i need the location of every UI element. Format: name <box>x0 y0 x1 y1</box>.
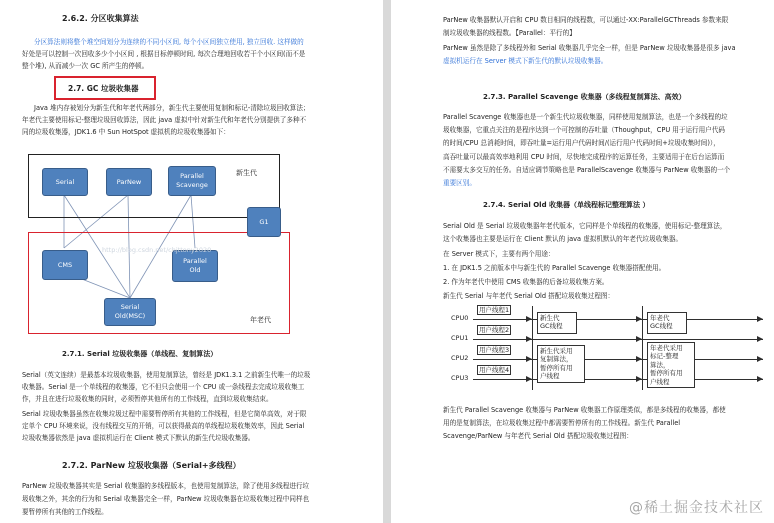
serial-old-node <box>104 298 156 326</box>
s4-line3: 在 Server 模式下，主要有两个用途： <box>443 250 555 258</box>
sec262-line2-text: 好处是可以控制一次回收多少个小区间 , 根据目标停顿时间, 每次合理地回收若干个小区间(而不是 <box>22 50 306 58</box>
s4-line2: 这个收集器也主要是运行在 Client 默认的 java 虚拟机默认的年老代垃圾收集器。 <box>443 235 683 243</box>
young-desc-4: 户线程 <box>540 372 560 381</box>
diagram-watermark: http://blog.csdn.net/chjttony2020 <box>102 246 212 254</box>
parallel-scavenge-label-1: Parallel <box>180 172 204 180</box>
end-line2: 用的是复制算法，在垃圾收集过程中都需要暂停所有的工作线程。新生代 Parallel <box>443 419 681 427</box>
g1-node <box>247 207 281 237</box>
sec27-line3: 同的垃圾收集器，JDK1.6 中 Sun HotSpot 虚拟机的垃圾收集器如下： <box>22 128 230 136</box>
s4-line6: 新生代 Serial 与年老代 Serial Old 搭配垃圾收集过程图： <box>443 292 615 300</box>
user-thread-4: 用户线程4 <box>479 366 510 374</box>
young-gc-label-2: GC线程 <box>540 322 563 331</box>
end-line1: 新生代 Parallel Scavenge 收集器与 ParNew 收集器工作原理类似，都是多线程的收集器，都使 <box>443 406 726 414</box>
old-desc-1: 年老代采用 <box>650 344 683 352</box>
young-desc-2: 复制算法， <box>540 355 573 364</box>
sec27-line1: Java 堆内存被划分为新生代和年老代两部分，新生代主要使用复制和标记-清除垃圾回收算法； <box>34 104 310 112</box>
cpu0-arrow-c <box>757 316 763 322</box>
cpu1-arrow-c <box>757 336 763 342</box>
old-gc-start-line <box>642 306 643 390</box>
left-page <box>0 0 383 523</box>
young-gc-label-1: 新生代 <box>540 314 560 322</box>
g1-node-label: G1 <box>259 217 269 226</box>
parallel-scavenge-label-2: Scavenge <box>176 181 208 189</box>
user-thread-3: 用户线程3 <box>479 346 510 354</box>
sec272-line2: 圾收集之外，其余的行为和 Serial 收集器完全一样，ParNew 垃圾收集器在垃圾收集过程中同样也 <box>22 495 310 503</box>
old-desc-3: 算法， <box>650 360 670 369</box>
cpu3-arrow-c <box>757 376 763 382</box>
s3-line3: 的时间/CPU 总消耗时间，即吞吐量=运行用户代码时间/(运行用户代码时间+垃圾收集时间)）， <box>443 139 720 147</box>
site-watermark: @稀土掘金技术社区 <box>629 500 764 516</box>
parnew-node <box>106 168 152 196</box>
user-thread-1: 用户线程1 <box>479 306 510 314</box>
section-2-6-2-title: 2.6.2. 分区收集算法 <box>62 14 139 23</box>
old-gc-thread-box <box>647 312 687 334</box>
s3-line2: 圾收集器，它重点关注的是程序达到一个可控制的吞吐量（Thoughput，CPU 用于运行用户代码 <box>443 126 726 134</box>
sec271-line2: 收集器。Serial 是一个单线程的收集器，它不但只会使用一个 CPU 或一条线程去完成垃圾收集工 <box>22 383 305 391</box>
cms-node <box>42 250 88 280</box>
rp-line2: 制垃圾收集器的线程数。【Parallel：平行的】 <box>443 29 576 37</box>
serial-node-label: Serial <box>55 177 75 186</box>
serial-node <box>42 168 88 196</box>
young-gc-start-line <box>532 306 533 390</box>
rp-line3: ParNew 虽然是除了多线程外和 Serial 收集器几乎完全一样，但是 ParNew 垃圾收集器是很多 java <box>443 44 736 52</box>
cpu2-label: CPU2 <box>451 354 469 362</box>
cpu2-line <box>473 359 763 360</box>
parallel-scavenge-node <box>168 166 216 196</box>
s3-line1: Parallel Scavenge 收集器也是一个新生代垃圾收集器，同样使用复制算法，也是一个多线程的垃 <box>443 113 728 121</box>
sec271-line1: Serial（英文连续）是最基本垃圾收集器，使用复制算法，曾经是 JDK1.3.1 之前新生代唯一的垃圾 <box>22 371 311 379</box>
s4-line5: 2. 作为年老代中使用 CMS 收集器的后备垃圾收集方案。 <box>443 278 609 286</box>
young-gc-thread-box <box>537 312 577 334</box>
section-2-7-title: 2.7. GC 垃圾收集器 <box>68 84 139 93</box>
sec272-line3: 要暂停所有其他的工作线程。 <box>22 508 108 516</box>
serial-old-label-1: Serial <box>120 303 140 311</box>
sec27-line2: 年老代主要使用标记-整理垃圾回收算法，因此 java 虚拟中针对新生代和年老代分别提供了多种不 <box>22 116 307 124</box>
old-desc-5: 户线程 <box>650 377 670 386</box>
sec272-line1: ParNew 垃圾收集器其实是 Serial 收集器的多线程版本，也使用复制算法，除了使用多线程进行垃 <box>22 482 310 490</box>
section-2-7-4-title: 2.7.4. Serial Old 收集器（单线程标记整理算法 ） <box>483 201 650 209</box>
cms-node-label: CMS <box>57 260 73 269</box>
cpu0-line <box>473 319 763 320</box>
parnew-node-label: ParNew <box>116 177 142 186</box>
section-2-7-1-title: 2.7.1. Serial 垃圾收集器（单线程、复制算法） <box>62 350 218 358</box>
cpu2-arrow-c <box>757 356 763 362</box>
old-gc-label-1: 年老代 <box>650 314 670 322</box>
s3-line5: 不需要太多交互的任务。自适应调节策略也是 ParallelScavenge 收集器与 ParNew 收集器的一个 <box>443 166 731 174</box>
old-desc-2: 标记-整理 <box>650 352 679 361</box>
section-2-7-2-title: 2.7.2. ParNew 垃圾收集器（Serial+多线程） <box>62 461 241 470</box>
sec271-line3: 作，并且在进行垃圾收集的同时，必须暂停其他所有的工作线程，直到垃圾收集结束。 <box>22 395 273 403</box>
s3-line6: 重要区别。 <box>443 179 476 187</box>
sec271-line4: Serial 垃圾收集器虽然在收集垃圾过程中需要暂停所有其他的工作线程，但是它简单高效，对于限 <box>22 410 307 418</box>
old-generation-label: 年老代 <box>250 316 271 324</box>
serial-old-label-2: Old(MSC) <box>114 312 146 320</box>
user-thread-2: 用户线程2 <box>479 326 510 334</box>
cpu1-line <box>473 339 763 340</box>
young-gc-desc-box <box>537 345 585 383</box>
young-desc-1: 新生代采用 <box>540 347 573 355</box>
cpu3-label: CPU3 <box>451 374 469 382</box>
old-desc-4: 暂停所有用 <box>650 369 683 378</box>
rp-line1: ParNew 收集器默认开启和 CPU 数目相同的线程数，可以通过-XX:ParallelGCThreads 参数来限 <box>443 16 729 24</box>
cpu0-label: CPU0 <box>451 314 469 322</box>
sec271-line5: 定单个 CPU 环境来说，没有线程交互的开销，可以获得最高的单线程垃圾收集效率，因此 Serial <box>22 422 305 430</box>
young-desc-3: 暂停所有用 <box>540 363 573 372</box>
old-gc-desc-box <box>647 342 695 388</box>
parallel-old-label-1: Parallel <box>183 257 207 265</box>
section-2-7-3-title: 2.7.3. Parallel Scavenge 收集器（多线程复制算法、高效） <box>483 93 686 101</box>
s4-line1: Serial Old 是 Serial 垃圾收集器年老代版本，它同样是个单线程的收集器，使用标记-整理算法， <box>443 222 727 230</box>
cpu1-label: CPU1 <box>451 334 469 342</box>
cpu3-line <box>473 379 763 380</box>
s4-line4: 1. 在 JDK1.5 之前版本中与新生代的 Parallel Scavenge 收集器搭配使用。 <box>443 264 666 272</box>
end-line3: Scavenge/ParNew 与年老代 Serial Old 搭配垃圾收集过程图： <box>443 432 633 440</box>
right-page <box>391 0 774 523</box>
sec262-line3: 整个堆), 从而减少一次 GC 所产生的停顿。 <box>22 62 149 70</box>
sec262-line1: 分区算法则将整个堆空间划分为连续的不同小区间, 每个小区间独立使用, 独立回收. 这样做的 <box>34 38 304 46</box>
parallel-old-label-2: Old <box>189 266 201 274</box>
old-gc-label-2: GC线程 <box>650 322 673 331</box>
s3-line4: 高吞吐量可以最高效率地利用 CPU 时间，尽快地完成程序的运算任务，主要适用于在后台运算而 <box>443 153 725 161</box>
young-generation-label: 新生代 <box>236 169 257 177</box>
parallel-old-node <box>172 250 218 282</box>
rp-line4: 虚拟机运行在 Server 模式下新生代的默认垃圾收集器。 <box>443 57 608 65</box>
sec271-line6: 垃圾收集器依然是 java 虚拟机运行在 Client 模式下默认的新生代垃圾收集器。 <box>22 434 255 442</box>
